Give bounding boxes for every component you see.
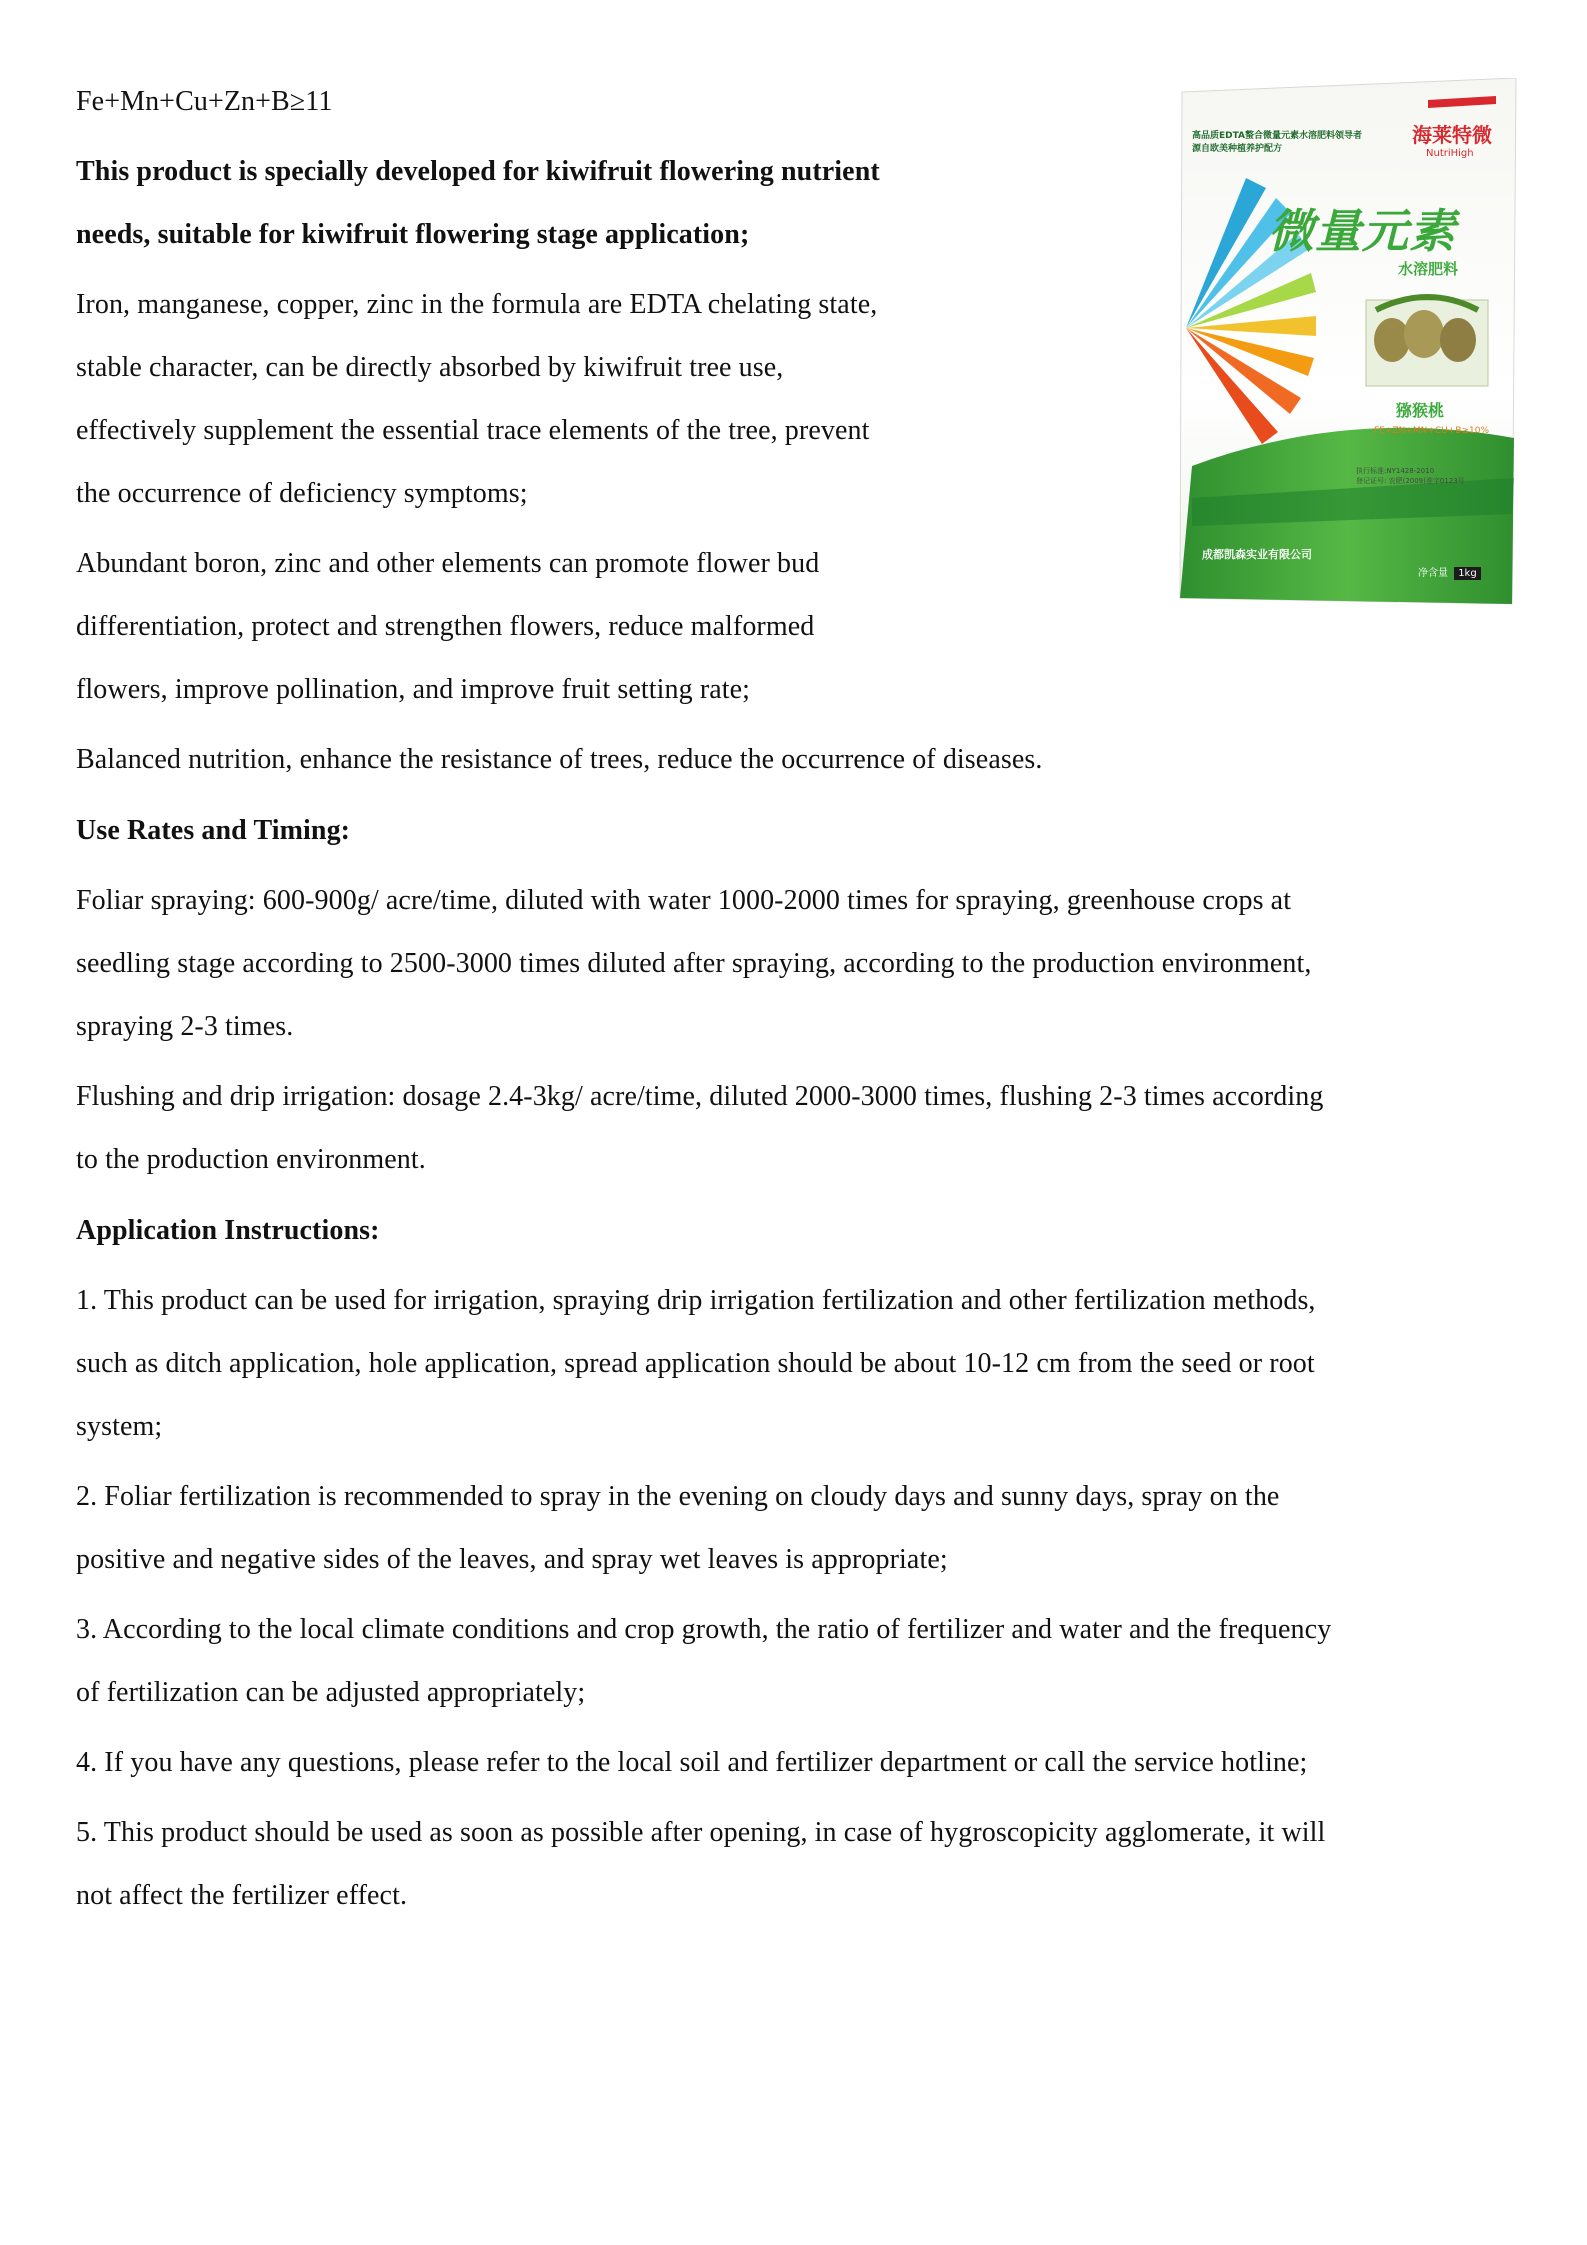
bag-tagline-2: 源自欧美种植养护配方 <box>1192 144 1283 154</box>
bag-title-cn: 微量元素 <box>1268 204 1456 258</box>
instruction-3-line-1: 3. According to the local climate conditions and crop growth, the ratio of fertilizer and water and the frequency <box>76 1614 1332 1645</box>
instruction-2-line-1: 2. Foliar fertilization is recommended to spray in the evening on cloudy days and sunny days, spray on the <box>76 1481 1280 1512</box>
instruction-5-line-2: not affect the fertilizer effect. <box>76 1880 408 1911</box>
drip-line-2: to the production environment. <box>76 1144 426 1175</box>
foliar-line-2: seedling stage according to 2500-3000 times diluted after spraying, according to the production environment, <box>76 948 1312 979</box>
instruction-1-line-3: system; <box>76 1411 163 1442</box>
foliar-line-1: Foliar spraying: 600-900g/ acre/time, diluted with water 1000-2000 times for spraying, greenhouse crops at <box>76 885 1292 916</box>
intro-line-1: This product is specially developed for kiwifruit flowering nutrient <box>76 156 880 187</box>
instruction-1-line-1: 1. This product can be used for irrigation, spraying drip irrigation fertilization and other fertilization methods, <box>76 1285 1316 1316</box>
para1-line-4: the occurrence of deficiency symptoms; <box>76 478 528 509</box>
instruction-4-line: 4. If you have any questions, please refer to the local soil and fertilizer department or call the service hotline; <box>76 1747 1308 1778</box>
bag-standard-2: 登记证号: 农肥(2009)准字0123号 <box>1356 477 1465 485</box>
para2-line-3: flowers, improve pollination, and improve fruit setting rate; <box>76 674 751 705</box>
use-rates-heading: Use Rates and Timing: <box>76 815 351 846</box>
bag-tagline-1: 高品质EDTA螯合微量元素水溶肥料领导者 <box>1192 131 1363 141</box>
intro-line-2: needs, suitable for kiwifruit flowering stage application; <box>76 219 750 250</box>
instruction-5-line-1: 5. This product should be used as soon as possible after opening, in case of hygroscopicity agglomerate, it will <box>76 1817 1326 1848</box>
bag-company-cn: 成都凯森实业有限公司 <box>1202 548 1312 561</box>
bag-subtitle-cn: 水溶肥料 <box>1398 260 1459 278</box>
application-heading: Application Instructions: <box>76 1215 380 1246</box>
bag-formula-badge: FE+ZN+MN+CU+B≥10% <box>1374 426 1490 436</box>
instruction-1-line-2: such as ditch application, hole application, spread application should be about 10-12 cm from the seed or root <box>76 1348 1315 1379</box>
bag-brand-en: NutriHigh <box>1426 148 1474 159</box>
foliar-line-3: spraying 2-3 times. <box>76 1011 294 1042</box>
instruction-3-line-2: of fertilization can be adjusted appropriately; <box>76 1677 586 1708</box>
bag-net-label: 净含量 <box>1418 568 1448 579</box>
drip-line-1: Flushing and drip irrigation: dosage 2.4-3kg/ acre/time, diluted 2000-3000 times, flushing 2-3 times according <box>76 1081 1324 1112</box>
bag-brand-cn: 海莱特微 <box>1412 123 1492 147</box>
para3-line: Balanced nutrition, enhance the resistance of trees, reduce the occurrence of diseases. <box>76 744 1043 775</box>
para1-line-3: effectively supplement the essential trace elements of the tree, prevent <box>76 415 870 446</box>
para2-line-1: Abundant boron, zinc and other elements can promote flower bud <box>76 548 820 579</box>
bag-crop-cn: 猕猴桃 <box>1396 401 1445 420</box>
para1-line-2: stable character, can be directly absorbed by kiwifruit tree use, <box>76 352 784 383</box>
bag-net-value: 1kg <box>1454 567 1481 580</box>
instruction-2-line-2: positive and negative sides of the leaves, and spray wet leaves is appropriate; <box>76 1544 948 1575</box>
para1-line-1: Iron, manganese, copper, zinc in the formula are EDTA chelating state, <box>76 289 878 320</box>
para2-line-2: differentiation, protect and strengthen flowers, reduce malformed <box>76 611 815 642</box>
bag-standard-1: 执行标准:NY1428-2010 <box>1356 467 1435 475</box>
formula-line: Fe+Mn+Cu+Zn+B≥11 <box>76 86 333 117</box>
